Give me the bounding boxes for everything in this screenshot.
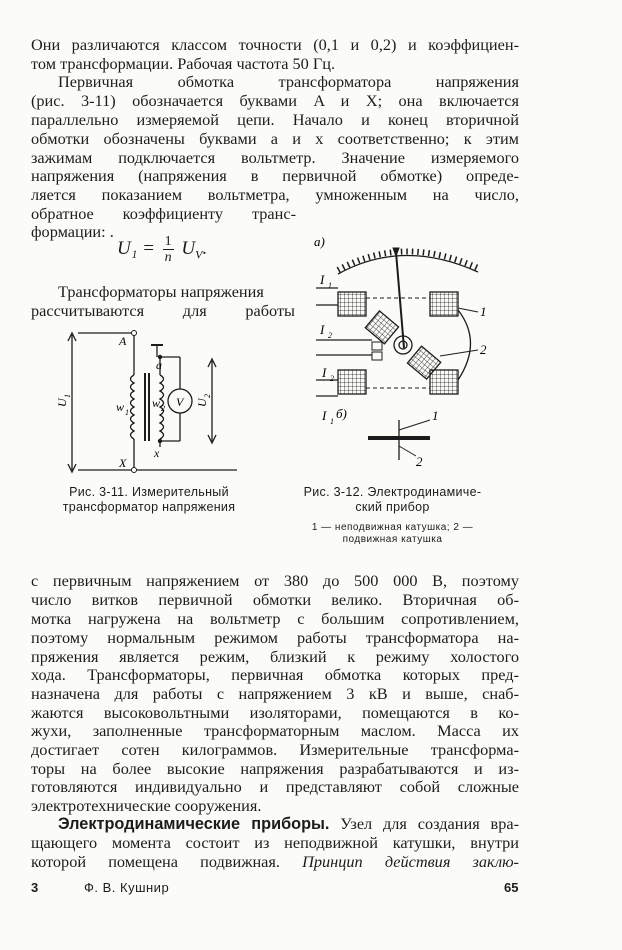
text-line [31,853,519,871]
caption-line: Рис. 3-11. Измерительный [69,485,229,499]
figure-3-11-caption [40,485,258,515]
text-line: щающего момента состоит из неподвижной катушки, внутри [31,833,519,852]
label-a-panel: а) [314,234,325,249]
label-x: x [154,446,160,460]
label-a: a [156,358,162,372]
label-1-bottom: 1 [432,408,439,423]
label-w2-sub: 2 [161,404,165,413]
formula-lhs: U₁ = [117,237,155,259]
formula-fraction [163,234,174,265]
label-w1-sub: 1 [125,408,129,417]
text-line: пряжения является режим, близкий к режиму холостого [31,647,519,666]
text-line: Они различаются классом точности (0,1 и 0,2) и коэффициен- [31,35,519,54]
text-line [58,815,519,833]
label-U1-sub: 1 [63,394,72,398]
text-run: Узел для создания вра- [329,814,519,833]
text-line: напряжения (напряжения в первичной обмотке) опреде- [31,166,519,185]
figure-3-11-diagram [52,325,252,477]
text-run: которой помещена подвижная. [31,852,303,871]
text-line: назначена для работы с напряжением 3 кВ и выше, снаб- [31,684,519,703]
text-line: том трансформации. Рабочая частота 50 Гц. [31,54,336,73]
label-I1-bottom-sub: 1 [330,417,334,426]
text-line: формации: . [31,222,114,241]
page-number: 65 [504,880,519,895]
label-I2-bottom: I [322,365,327,380]
text-line: торы на более высокие напряжения разрабатываются и из- [31,759,519,778]
figure-3-12-diagram [308,230,508,470]
label-I2-bottom-sub: 2 [330,374,334,383]
text-line: хода. Трансформаторы, первичная обмотка которых пред- [31,665,519,684]
label-U2: U [195,398,209,407]
formula-rhs-sub: V [195,247,203,262]
legend-line: подвижная катушка [342,534,443,545]
signature-mark: 3 [31,880,39,895]
caption-line: ский прибор [355,500,430,514]
text-line: параллельно измеряемой цепи. Начало и конец вторичной [31,110,519,129]
label-U1: U [55,398,69,407]
text-line: ляется показанием вольтметра, умноженным на число, [31,185,519,204]
label-w1: w [116,400,125,414]
text-line: жухи, заполненные трансформаторным маслом. Масса их [31,721,519,740]
label-2-bottom: 2 [416,454,423,469]
text-line: (рис. 3-11) обозначается буквами A и X; она включается [31,91,519,110]
text-line: число витков первичной обмотки велико. Вторичная об- [31,590,519,609]
formula [117,234,207,265]
label-I1-top-sub: 1 [328,281,332,290]
label-2-top: 2 [480,342,487,357]
text-line: поэтому нормальным режимом работы трансформатора на- [31,628,519,647]
caption-line: трансформатор напряжения [62,500,236,514]
label-b-panel: б) [336,406,347,421]
label-U2-sub: 2 [203,394,212,398]
text-line: обратное коэффициенту транс- [31,204,296,223]
label-A: A [119,334,127,348]
label-I1-bottom: I [322,408,327,423]
label-w2: w [152,396,161,410]
label-1-top: 1 [480,304,487,319]
caption-line: Рис. 3-12. Электродинамиче- [303,485,482,499]
legend-line: 1 — неподвижная катушка; 2 — [311,522,474,533]
text-line: обмотки обозначены буквами a и x соответственно; к этим [31,129,519,148]
text-line: электротехнические сооружения. [31,796,262,815]
text-line: с первичным напряжением от 380 до 500 000 В, поэтому [31,571,519,590]
label-I2-top-sub: 2 [328,331,332,340]
italic-run: Принцип действия заклю- [302,852,519,871]
formula-numerator: 1 [164,234,172,249]
label-I2-top: I [320,322,325,337]
author-name: Ф. В. Кушнир [84,880,170,895]
text-line: Трансформаторы напряжения [58,282,264,301]
text-line: рассчитываются для работы [31,301,295,320]
label-V: V [176,395,184,409]
section-heading: Электродинамические приборы. [58,815,330,833]
formula-end: . [202,237,208,259]
text-line: зажимам подключается вольтметр. Значение измеряемого [31,148,519,167]
formula-denominator: n [164,250,172,265]
formula-rhs: U [181,237,196,259]
text-line: мотка нагружена на вольтметр с большим сопротивлением, [31,609,519,628]
figure-3-12-legend [290,522,495,546]
text-line: жаются высоковольтными изоляторами, помещаются в ко- [31,703,519,722]
figure-3-12-caption [290,485,495,515]
label-I1-top: I [320,272,325,287]
text-line: достигает сотен килограммов. Измерительные трансформа- [31,740,519,759]
label-X: X [119,456,127,470]
text-line: Первичная обмотка трансформатора напряжения [58,72,519,91]
text-line: готовляются индивидуально и представляют собой сложные [31,777,519,796]
